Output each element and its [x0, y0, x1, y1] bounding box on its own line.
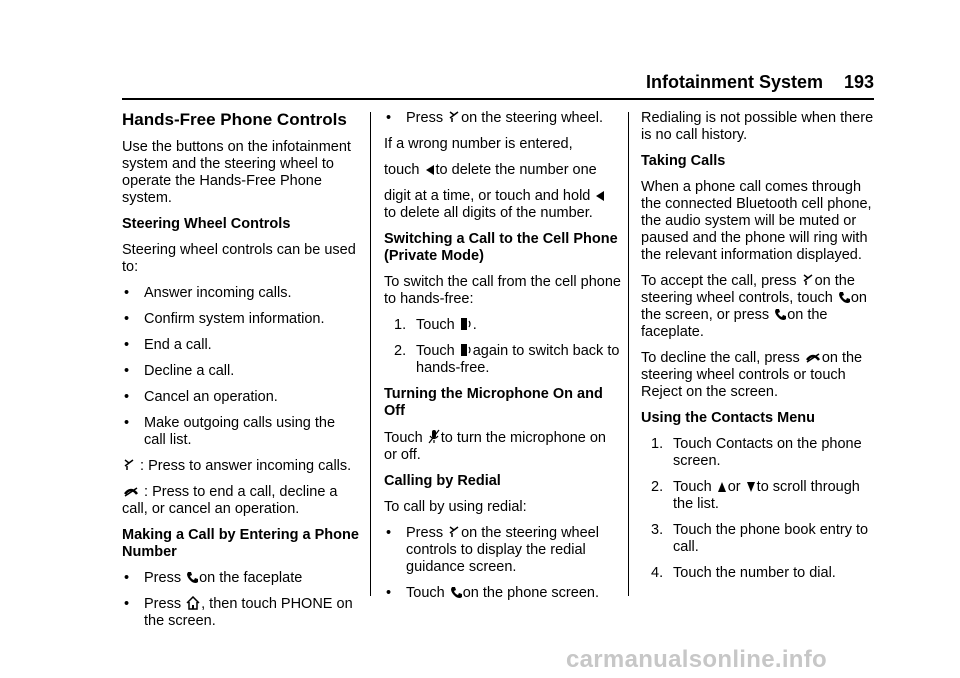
end-call-description: : Press to end a call, decline a call, or cancel an operation. — [122, 484, 338, 517]
decline-call-text: To decline the call, press on the steering wheel controls or touch Reject on the screen. — [641, 350, 863, 400]
phone-icon — [186, 571, 198, 584]
microphone-mute-icon — [428, 429, 440, 444]
page-number: 193 — [844, 72, 875, 92]
list-item: • Press , then touch PHONE on the screen. — [124, 596, 353, 629]
end-call-icon — [805, 352, 821, 364]
list-item: 2. Touch or to scroll through the list. — [651, 479, 860, 512]
subheading-microphone: Turning the Microphone On and Off — [384, 386, 603, 419]
list-item: • Confirm system information. — [124, 311, 325, 327]
scroll-up-icon — [717, 481, 727, 493]
section-title: Infotainment System — [646, 72, 824, 92]
list-item: 2. Touch again to switch back to hands-free. — [394, 343, 620, 376]
column-1 — [122, 110, 360, 639]
scroll-down-icon — [746, 481, 756, 493]
watermark: carmanualsonline.info — [566, 646, 828, 673]
section-heading: Hands-Free Phone Controls — [122, 110, 347, 129]
list-item: • Decline a call. — [124, 363, 235, 379]
taking-intro: When a phone call comes through the connected Bluetooth cell phone, the audio system will be muted or paused and the phone will ring with the relevant information displayed. — [641, 179, 872, 263]
phone-icon — [838, 291, 850, 304]
list-item: • Cancel an operation. — [124, 389, 278, 405]
phone-icon — [450, 586, 462, 599]
push-to-talk-icon — [123, 458, 135, 472]
list-item: 3. Touch the phone book entry to call. — [651, 522, 869, 555]
subheading-making-a-call: Making a Call by Entering a Phone Number — [122, 527, 359, 560]
column-divider-1 — [370, 112, 371, 596]
list-item: • End a call. — [124, 337, 212, 353]
wrong-number-line-2: touch to delete the number one — [384, 162, 597, 178]
push-to-talk-icon — [448, 110, 460, 124]
subheading-private-mode: Switching a Call to the Cell Phone (Private Mode) — [384, 231, 618, 264]
list-item: 1. Touch Contacts on the phone screen. — [651, 436, 862, 469]
switch-intro: To switch the call from the cell phone to hands-free: — [384, 274, 621, 307]
subheading-taking-calls: Taking Calls — [641, 153, 726, 169]
push-to-talk-icon — [448, 525, 460, 539]
subheading-redial: Calling by Redial — [384, 473, 501, 489]
home-icon — [186, 596, 200, 610]
redial-intro: To call by using redial: — [384, 499, 527, 515]
backspace-icon — [595, 190, 605, 202]
microphone-text: Touch to turn the microphone on or off. — [384, 430, 606, 463]
wrong-number-line-1: If a wrong number is entered, — [384, 136, 573, 152]
list-item: • Answer incoming calls. — [124, 285, 292, 301]
swc-intro: Steering wheel controls can be used to: — [122, 242, 356, 275]
list-item: • Make outgoing calls using the call list. — [124, 415, 336, 448]
accept-call-text: To accept the call, press on the steering wheel controls, touch on the screen, or press on the faceplate. — [641, 273, 867, 340]
column-2 — [384, 110, 622, 611]
subheading-contacts-menu: Using the Contacts Menu — [641, 410, 816, 426]
redial-note: Redialing is not possible when there is no call history. — [641, 110, 874, 143]
end-call-icon — [123, 486, 139, 498]
list-item: 4. Touch the number to dial. — [651, 565, 836, 581]
phone-icon — [774, 308, 786, 321]
list-item: • Press on the steering wheel controls to display the redial guidance screen. — [386, 525, 599, 575]
list-item: 1. Touch . — [394, 317, 477, 333]
list-item: • Press on the steering wheel. — [386, 110, 603, 126]
push-to-talk-icon — [802, 273, 814, 287]
column-3 — [641, 110, 879, 591]
answer-call-description: : Press to answer incoming calls. — [122, 458, 360, 475]
list-item: • Touch on the phone screen. — [386, 585, 599, 601]
column-divider-2 — [628, 112, 629, 596]
intro-paragraph: Use the buttons on the infotainment system and the steering wheel to operate the Hands-Free Phone system. — [122, 139, 351, 206]
handset-audio-icon — [460, 343, 472, 357]
backspace-icon — [425, 164, 435, 176]
subheading-steering-wheel-controls: Steering Wheel Controls — [122, 216, 291, 232]
header-rule — [122, 98, 874, 100]
list-item: • Press on the faceplate — [124, 570, 303, 586]
wrong-number-line-3: digit at a time, or touch and hold to delete all digits of the number. — [384, 188, 622, 222]
handset-audio-icon — [460, 317, 472, 331]
